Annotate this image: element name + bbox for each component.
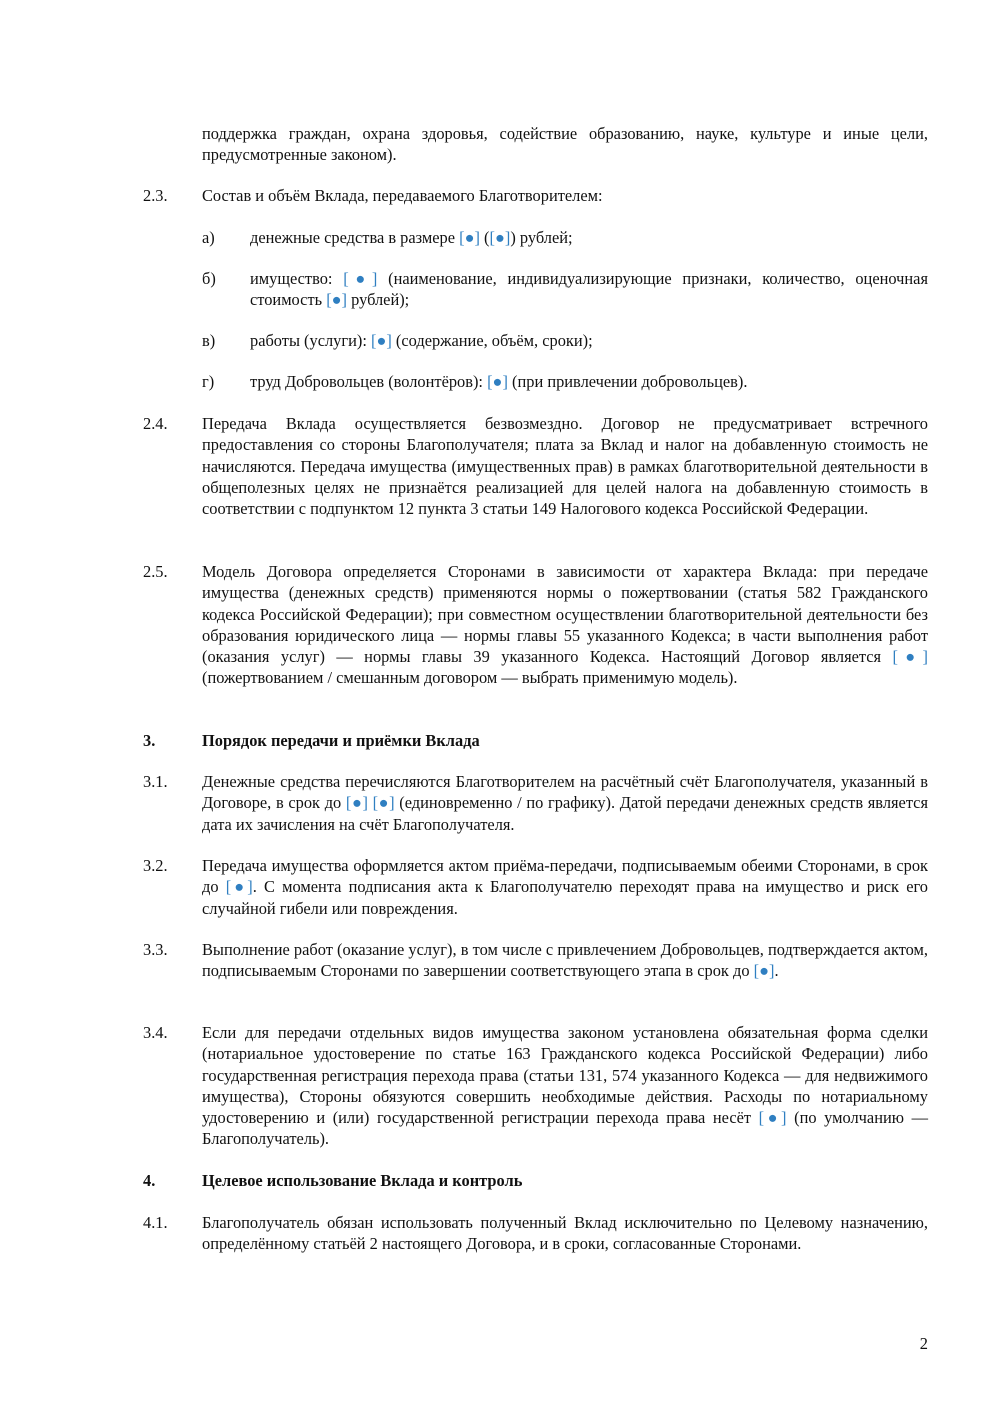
sub-item-letter: г)	[202, 372, 215, 391]
placeholder-marker: [●]	[487, 372, 508, 391]
sub-item-a	[202, 227, 928, 248]
sub-item-letter: а)	[202, 228, 215, 247]
clause-number: 3.3.	[143, 940, 168, 959]
clause-3-1	[143, 771, 928, 835]
clause-number: 3.1.	[143, 772, 168, 791]
placeholder-marker: [●]	[343, 269, 378, 288]
sub-item-b	[202, 268, 928, 311]
section-title: Порядок передачи и приёмки Вклада	[202, 731, 480, 750]
sub-item-v	[202, 330, 928, 351]
clause-text: Модель Договора определяется Сторонами в зависимости от характера Вклада: при передаче имущества (денежных средств) применяются нормы о пожертвовании (статья 582 Гражданского кодекса Российской Федерации); при совместном осуществлении благотворительной деятельности без образования юридического лица — нормы главы 55 указанного Кодекса; в части выполнения работ (оказания услуг) — нормы главы 39 указанного Кодекса. Настоящий Договор является [●] (пожертвованием / смешанным договором — выбрать применимую модель).	[202, 562, 928, 688]
section-title: Целевое использование Вклада и контроль	[202, 1171, 523, 1190]
clause-3-2	[143, 855, 928, 919]
placeholder-marker: [●]	[758, 1108, 787, 1128]
clause-3-3	[143, 939, 928, 982]
sub-item-text: денежные средства в размере [●] ([●]) рублей;	[250, 228, 573, 247]
section-4-heading	[143, 1170, 928, 1191]
clause-number: 2.3.	[143, 186, 168, 205]
clause-text: Состав и объём Вклада, передаваемого Благотворителем:	[202, 186, 603, 205]
sub-item-letter: б)	[202, 269, 216, 288]
placeholder-marker: [●]	[345, 793, 368, 813]
clause-4-1	[143, 1212, 928, 1255]
page-number: 2	[919, 1334, 928, 1353]
placeholder-marker: [●]	[892, 647, 928, 667]
placeholder-marker: [●]	[326, 290, 348, 310]
clause-number: 2.4.	[143, 414, 168, 433]
clause-text: Денежные средства перечисляются Благотворителем на расчётный счёт Благополучателя, указанный в Договоре, в срок до [●] [●] (единовременно / по графику). Датой передачи денежных средств является дата их зачисления на счёт Благополучателя.	[202, 772, 928, 834]
clause-text: Передача Вклада осуществляется безвозмездно. Договор не предусматривает встречного предоставления со стороны Благополучателя; плата за Вклад и налог на добавленную стоимость не начисляются. Передача имущества (имущественных прав) в рамках благотворительной деятельности в общеполезных целях не признаётся реализацией для целей налога на добавленную стоимость в соответствии с подпунктом 12 пункта 3 статьи 149 Налогового кодекса Российской Федерации.	[202, 414, 928, 519]
sub-item-text: имущество: [●] (наименование, индивидуализирующие признаки, количество, оценочная стоимость [●] рублей);	[250, 269, 928, 310]
sub-item-text: труд Добровольцев (волонтёров): [●] (при привлечении добровольцев).	[250, 372, 748, 391]
clause-number: 3.2.	[143, 856, 168, 875]
clause-text: Благополучатель обязан использовать полученный Вклад исключительно по Целевому назначению, определённому статьёй 2 настоящего Договора, и в сроки, согласованные Сторонами.	[202, 1213, 928, 1254]
sub-item-letter: в)	[202, 331, 216, 350]
placeholder-marker: [●]	[370, 331, 392, 350]
clause-number: 3.4.	[143, 1023, 168, 1042]
clause-2-4	[143, 413, 928, 519]
clause-text: Передача имущества оформляется актом приёма-передачи, подписываемым обеими Сторонами, в срок до [●]. С момента подписания акта к Благополучателю переходят права на имущество и риск его случайной гибели или повреждения.	[202, 856, 928, 918]
placeholder-marker: [●]	[459, 228, 480, 247]
clause-text: Если для передачи отдельных видов имущества законом установлена обязательная форма сделки (нотариальное удостоверение по статье 163 Гражданского кодекса Российской Федерации) либо государственная регистрация перехода права (статьи 131, 574 указанного Кодекса — для недвижимого имущества), Стороны обязуются совершить необходимые действия. Расходы по нотариальному удостоверению и (или) государственной регистрации перехода права несёт [●] (по умолчанию — Благополучатель).	[202, 1023, 928, 1149]
sub-item-text: работы (услуги): [●] (содержание, объём, сроки);	[250, 331, 593, 350]
continuation-text: поддержка граждан, охрана здоровья, содействие образованию, науке, культуре и иные цели, предусмотренные законом).	[202, 124, 928, 165]
clause-2-5	[143, 561, 928, 689]
section-number: 4.	[143, 1171, 156, 1190]
placeholder-marker: [●]	[372, 793, 395, 813]
placeholder-marker: [●]	[489, 228, 511, 247]
clause-3-4	[143, 1022, 928, 1150]
clause-number: 4.1.	[143, 1213, 168, 1232]
placeholder-marker: [●]	[753, 961, 775, 981]
continuation-paragraph	[143, 123, 928, 166]
clause-2-3	[143, 185, 928, 206]
placeholder-marker: [●]	[225, 877, 253, 897]
sub-item-g	[202, 371, 928, 392]
section-3-heading	[143, 730, 928, 751]
clause-number: 2.5.	[143, 562, 168, 581]
clause-text: Выполнение работ (оказание услуг), в том числе с привлечением Добровольцев, подтверждается актом, подписываемым Сторонами по завершении соответствующего этапа в срок до [●].	[202, 940, 928, 981]
section-number: 3.	[143, 731, 156, 750]
